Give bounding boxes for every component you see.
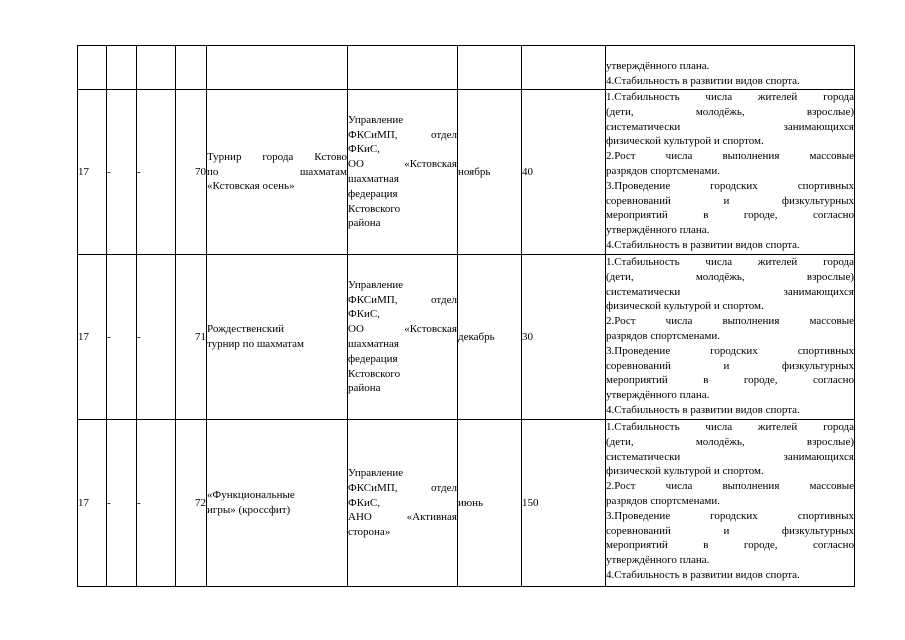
cell-organizer <box>348 90 458 255</box>
cell-month <box>458 46 522 90</box>
result-line: 2.Рост числа выполнения массовые <box>606 480 854 493</box>
result-line: 1.Стабильность числа жителей города <box>606 91 854 103</box>
result-line: 1.Стабильность числа жителей города <box>606 421 854 433</box>
cell-section-text: 17 <box>78 330 89 343</box>
cell-month-text: ноябрь <box>458 165 491 178</box>
cell-participants-text: 30 <box>522 330 533 343</box>
event-name-line: «Кстовская осень» <box>207 180 295 193</box>
cell-section <box>78 420 107 587</box>
result-line: 1.Стабильность числа жителей города <box>606 256 854 268</box>
cell-results <box>606 90 855 255</box>
organizer-line: ОО «Кстовская <box>348 158 457 171</box>
result-line: физической культурой и спортом. <box>606 300 764 313</box>
cell-results <box>606 255 855 420</box>
cell-event-name <box>207 255 348 420</box>
cell-event-name <box>207 420 348 587</box>
organizer-line: ОО «Кстовская <box>348 323 457 336</box>
organizer-line: ФКСиМП, отдел <box>348 128 457 141</box>
result-line: соревнований и физкультурных <box>606 194 854 207</box>
cell-dash-b-text: - <box>137 165 141 178</box>
result-line: утверждённого плана. <box>606 224 710 237</box>
cell-number <box>176 255 207 420</box>
result-line: 4.Стабильность в развитии видов спорта. <box>606 75 800 88</box>
result-line: мероприятий в городе, согласно <box>606 539 854 552</box>
cell-participants <box>522 46 606 90</box>
cell-event-name <box>207 46 348 90</box>
organizer-line: Управление <box>348 113 404 126</box>
cell-organizer <box>348 255 458 420</box>
cell-dash-b-text: - <box>137 496 141 509</box>
result-line: систематически занимающихся <box>606 450 854 463</box>
event-name-line: «Функциональные <box>207 489 295 502</box>
cell-participants <box>522 420 606 587</box>
organizer-line: шахматная <box>348 338 399 350</box>
cell-section-text: 17 <box>78 496 89 509</box>
result-line: разрядов спортсменами. <box>606 494 720 507</box>
result-line: (дети, молодёжь, взрослые) <box>606 105 854 118</box>
organizer-line: Управление <box>348 278 404 291</box>
cell-month-text: июнь <box>458 496 484 509</box>
cell-number <box>176 420 207 587</box>
cell-number-text: 72 <box>195 496 206 509</box>
organizer-line: сторона» <box>348 526 391 539</box>
cell-results <box>606 46 855 90</box>
cell-number-text: 70 <box>195 165 206 178</box>
result-line: систематически занимающихся <box>606 285 854 298</box>
result-line: разрядов спортсменами. <box>606 164 720 177</box>
cell-participants-text: 150 <box>522 496 539 509</box>
table-row <box>78 46 855 90</box>
cell-month <box>458 90 522 255</box>
cell-month <box>458 255 522 420</box>
event-name-line: по шахматам <box>207 165 347 178</box>
event-name-line: Рождественский <box>207 323 285 336</box>
event-name-line: Турнир города Кстово <box>207 150 347 163</box>
cell-dash-b-text: - <box>137 330 141 343</box>
table-row <box>78 255 855 420</box>
cell-dash-a-text: - <box>107 165 111 178</box>
result-line: соревнований и физкультурных <box>606 359 854 372</box>
cell-dash-a <box>107 90 137 255</box>
cell-dash-a-text: - <box>107 496 111 509</box>
table-row <box>78 90 855 255</box>
cell-dash-b <box>137 90 176 255</box>
result-line: 4.Стабильность в развитии видов спорта. <box>606 403 800 416</box>
cell-dash-a <box>107 46 137 90</box>
organizer-line: шахматная <box>348 173 399 185</box>
cell-number <box>176 90 207 255</box>
result-line: мероприятий в городе, согласно <box>606 209 854 222</box>
result-line: соревнований и физкультурных <box>606 524 854 537</box>
cell-participants <box>522 90 606 255</box>
cell-dash-b <box>137 46 176 90</box>
organizer-line: района <box>348 217 381 230</box>
result-line: 2.Рост числа выполнения массовые <box>606 150 854 163</box>
organizer-line: ФКиС, <box>348 308 381 321</box>
organizer-line: Кстовского <box>348 202 401 215</box>
cell-section <box>78 46 107 90</box>
organizer-line: района <box>348 382 381 395</box>
organizer-line: АНО «Активная <box>348 511 457 524</box>
cell-number-text: 71 <box>195 330 206 343</box>
cell-dash-a <box>107 255 137 420</box>
organizer-line: федерация <box>348 352 398 365</box>
organizer-line: ФКиС, <box>348 143 381 156</box>
cell-participants-text: 40 <box>522 165 533 178</box>
organizer-line: Управление <box>348 467 404 479</box>
result-line: 3.Проведение городских спортивных <box>606 179 854 192</box>
result-line: 3.Проведение городских спортивных <box>606 509 854 522</box>
event-name-line: игры» (кроссфит) <box>207 504 291 516</box>
organizer-line: ФКСиМП, отдел <box>348 293 457 306</box>
organizer-line: Кстовского <box>348 367 401 380</box>
cell-organizer <box>348 46 458 90</box>
cell-section <box>78 255 107 420</box>
result-line: 2.Рост числа выполнения массовые <box>606 315 854 328</box>
cell-participants <box>522 255 606 420</box>
result-line: физической культурой и спортом. <box>606 465 764 478</box>
result-line: утверждённого плана. <box>606 554 710 567</box>
cell-organizer <box>348 420 458 587</box>
result-line: (дети, молодёжь, взрослые) <box>606 435 854 448</box>
result-line: мероприятий в городе, согласно <box>606 374 854 387</box>
cell-dash-b <box>137 420 176 587</box>
result-line: (дети, молодёжь, взрослые) <box>606 270 854 283</box>
organizer-line: ФКСиМП, отдел <box>348 481 457 494</box>
result-line: 3.Проведение городских спортивных <box>606 344 854 357</box>
result-line: утверждённого плана. <box>606 389 710 402</box>
cell-month-text: декабрь <box>458 330 495 343</box>
result-line: утверждённого плана. <box>606 60 710 73</box>
result-line: систематически занимающихся <box>606 120 854 133</box>
event-name-line: турнир по шахматам <box>207 338 304 350</box>
result-line: 4.Стабильность в развитии видов спорта. <box>606 238 800 251</box>
cell-dash-a-text: - <box>107 330 111 343</box>
organizer-line: федерация <box>348 187 398 200</box>
cell-section-text: 17 <box>78 165 89 178</box>
table-row <box>78 420 855 587</box>
result-line: разрядов спортсменами. <box>606 329 720 342</box>
cell-results <box>606 420 855 587</box>
cell-number <box>176 46 207 90</box>
result-line: физической культурой и спортом. <box>606 135 764 148</box>
cell-event-name <box>207 90 348 255</box>
cell-section <box>78 90 107 255</box>
cell-month <box>458 420 522 587</box>
cell-dash-a <box>107 420 137 587</box>
cell-dash-b <box>137 255 176 420</box>
events-table <box>77 45 855 587</box>
organizer-line: ФКиС, <box>348 496 381 509</box>
result-line: 4.Стабильность в развитии видов спорта. <box>606 568 800 581</box>
